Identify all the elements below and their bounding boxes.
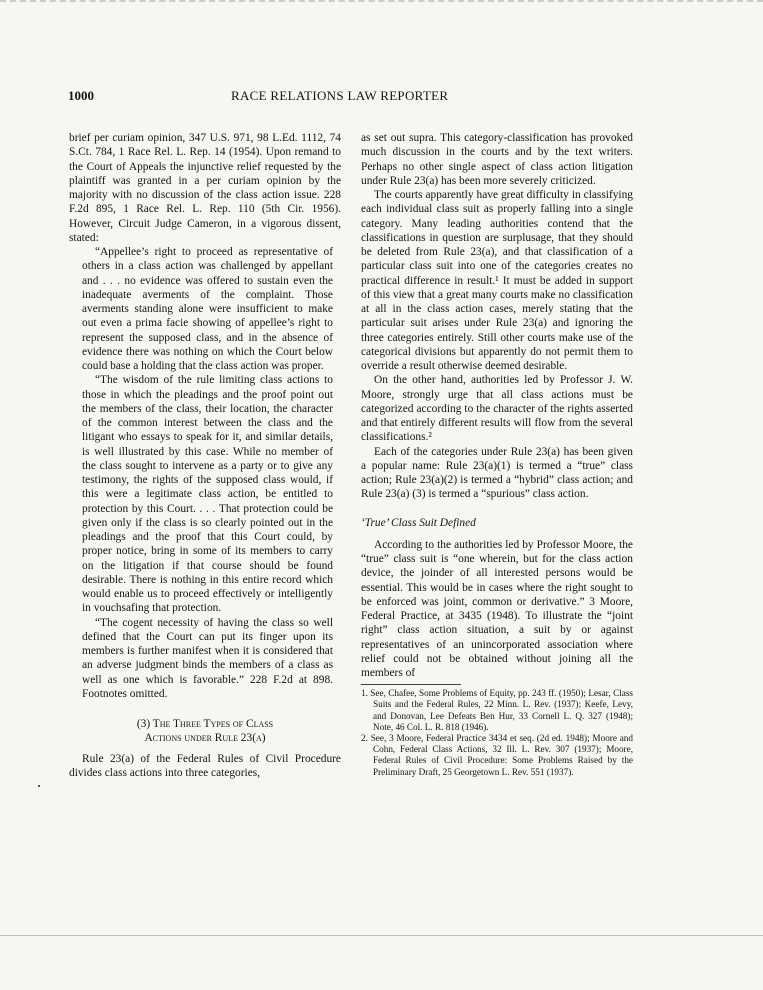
page-number: 1000 [68,88,94,103]
paragraph: Each of the categories under Rule 23(a) has been given a popular name: Rule 23(a)(1) is termed a “true” class action; Rule 23(a)(2) is termed a “hybrid” class action; and Rule 23(a) (3) is termed a “spurious” class action. [361,445,633,501]
footnote-separator [361,684,461,685]
paragraph: On the other hand, authorities led by Professor J. W. Moore, strongly urge that all class actions must be categorized according to the character of the rights asserted and that entirely different results will flow from the several classifications.² [361,374,633,444]
block-quote-paragraph: “The wisdom of the rule limiting class actions to those in which the pleadings and the proof point out the members of the class, their location, the character of the common interest between the class and the litigant who essays to speak for it, and similar details, is well illustrated by this case. While no member of the class sought to intervene as a party or to give any testimony, the rights of the supposed class would, if this were a legitimate class action, be entitled to protection by this Court. . . . That protection could be given only if the class is so clearly pointed out in the pleadings and the proof that this Court could, by proper notice, bring in some of its members to carry on the litigation if that course should be found desirable. There is nothing in this entire record which would enable us to proceed effectively or intelligently in vouchsafing that protection. [82,374,333,615]
paragraph: According to the authorities led by Professor Moore, the “true” class suit is “one wherein, but for the class action device, the joinder of all interested persons would be essential. This would be in cases where the right sought to be enforced was joint, common or derivative.” 3 Moore, Federal Practice, at 3435 (1948). To illustrate the “joint right” class action situation, a suit by or against representatives of an unincorporated association where relief could not be obtained without joining all the members of [361,538,633,679]
paragraph: The courts apparently have great difficulty in classifying each individual class suit as properly falling into a single category. Many leading authorities contend that the classifications in question are surplusage, that they should be deleted from Rule 23(a), and that classification of a particular class suit into one of the categories creates no practical difference in result.¹ It must be added in support of this view that a great many courts make no classification at all in the class action cases, merely stating that the particular suit arises under Rule 23(a) and ignoring the three categories entirely. Still other courts make use of the categorical divisions but apparently do not permit them to override a result otherwise deemed desirable. [361,189,633,372]
paragraph: Rule 23(a) of the Federal Rules of Civil Procedure divides class actions into three categories, [69,752,341,779]
right-column [361,131,633,778]
block-quote-paragraph: “The cogent necessity of having the class so well defined that the Court can put its finger upon its members is further manifest when it is considered that an adverse judgment binds the members of a class as well as one which is favorable.” 228 F.2d at 898. Footnotes omitted. [82,616,333,700]
margin-mark [38,785,40,787]
footnote: 1. See, Chafee, Some Problems of Equity, pp. 243 ff. (1950); Lesar, Class Suits and the Federal Rules, 22 Minn. L. Rev. (1937); Keefe, Levy, and Donovan, Lee Defeats Ben Hur, 33 Cornell L. Q. 327 (1948); Note, 46 Col. L. R. 818 (1946). [361,688,633,732]
subsection-heading: ‘True’ Class Suit Defined [361,516,476,529]
section-heading [69,717,341,746]
top-edge-dashes [0,0,763,8]
running-title: RACE RELATIONS LAW REPORTER [231,88,449,103]
footnote: 2. See, 3 Moore, Federal Practice 3434 et seq. (2d ed. 1948); Moore and Cohn, Federal Class Actions, 32 Ill. L. Rev. 307 (1937); Moore, Federal Rules of Civil Procedure: Some Problems Raised by the Preliminary Draft, 25 Georgetown L. Rev. 551 (1937). [361,733,633,777]
section-heading-line: (3) The Three Types of Class [136,718,274,730]
block-quote-paragraph: “Appellee’s right to proceed as representative of others in a class action was challenged by appellant and . . . no evidence was offered to sustain even the inadequate averments of the complaint. Those averments standing alone were insufficient to make out even a prima facie showing of appellee’s right to represent the supposed class, and in the absence of evidence there was nothing on which the Court below could base a holding that the class action was proper. [82,246,333,372]
page-header [68,88,668,108]
paragraph: brief per curiam opinion, 347 U.S. 971, 98 L.Ed. 1112, 74 S.Ct. 784, 1 Race Rel. L. Rep. 14 (1954). Upon remand to the Court of Appeals the injunctive relief requested by the plaintiff was granted in a per curiam opinion by the majority with no discussion of the class action issue. 228 F.2d 895, 1 Race Rel. L. Rep. 110 (5th Cir. 1956). However, Circuit Judge Cameron, in a vigorous dissent, stated: [69,132,341,244]
paragraph: as set out supra. This category-classification has provoked much discussion in the courts and by the text writers. Perhaps no other single aspect of class action litigation under Rule 23(a) has been more severely criticized. [361,132,633,187]
section-heading-line: Actions under Rule 23(a) [144,732,266,745]
left-column [69,131,341,780]
bottom-scan-line [0,935,763,936]
